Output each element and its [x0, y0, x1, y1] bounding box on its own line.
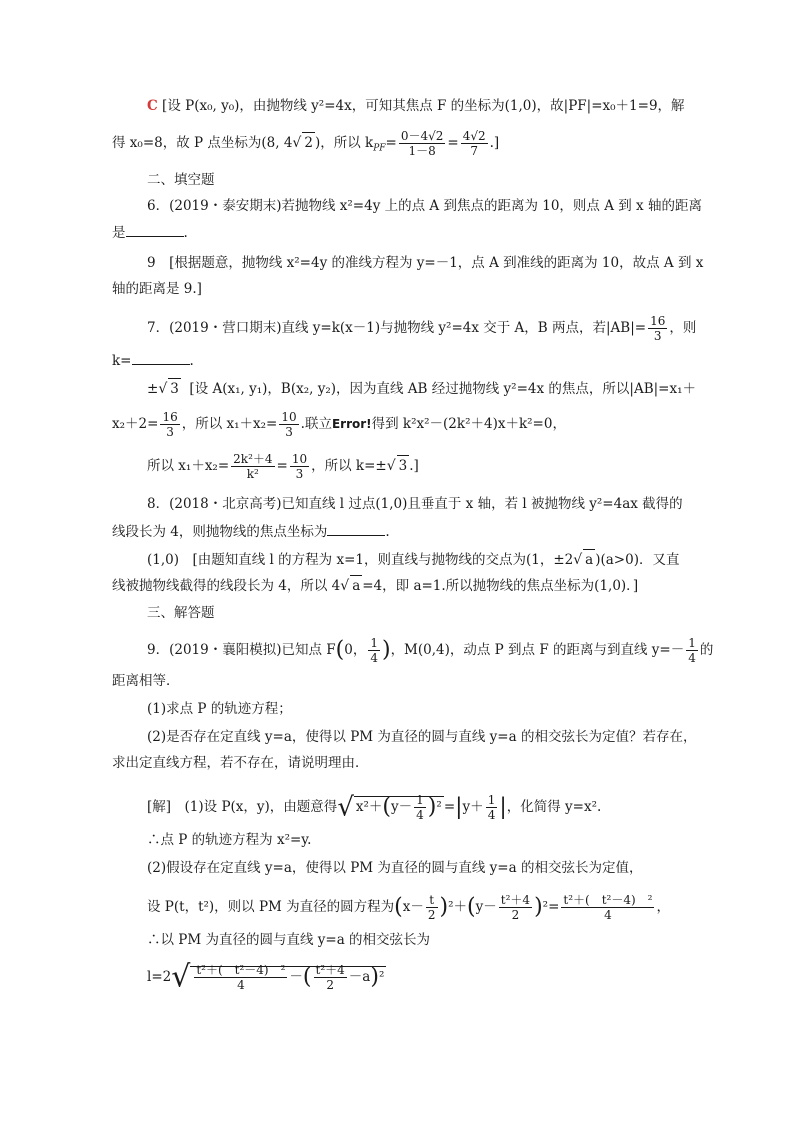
- fraction: $\frac{0-4√2}{1-8}$: [400, 129, 444, 158]
- answer-6-line-1: 9 [根据题意，抛物线 x²=4y 的准线方程为 y=－1，点 A 到准线的距离为 10，故点 A 到 x: [147, 255, 704, 271]
- fraction: $\frac{\text{t²＋( t²－4) ²}}{4}$: [196, 963, 286, 992]
- question-6-line-1: 6．(2019・泰安期末)若抛物线 x²=4y 上的点 A 到焦点的距离为 10，则点 A 到 x 轴的距离: [147, 198, 702, 214]
- solution-line-3: (2)假设存在定直线 y=a，使得以 PM 为直径的圆与直线 y=a 的相交弦长为定值，: [147, 860, 643, 876]
- section-heading-solve: 三、解答题: [147, 605, 215, 621]
- fraction: $\frac{10}{3}$: [291, 452, 308, 481]
- fraction: $\frac{t}{2}$: [427, 893, 436, 922]
- radicand: 2: [302, 132, 315, 153]
- solution-line-1: [解] (1)设 P(x，y)，由题意得√ x²＋(y－ $\frac{1}{4}$ )² =|y＋ $\frac{1}{4}$ |，化简得 y=x².: [147, 792, 602, 823]
- solution-line-4: 设 P(t，t²)，则以 PM 为直径的圆方程为(x－ $\frac{t}{2}$ )²＋(y－ $\frac{\text{t²＋4}}{2}$ )²= $\frac{\text{t²＋( t²－4) ²}}{4}$ ，: [147, 893, 670, 922]
- question-8-line-1: 8．(2018・北京高考)已知直线 l 过点(1,0)且垂直于 x 轴，若 l 被抛物线 y²=4ax 截得的: [147, 496, 683, 512]
- text: =: [385, 135, 397, 151]
- answer-blank: [132, 350, 190, 365]
- fraction: $\frac{1}{4}$: [370, 636, 378, 665]
- fraction: $\frac{1}{4}$: [416, 793, 424, 822]
- error-marker: Error!: [331, 417, 372, 431]
- fraction: $\frac{4√2}{7}$: [462, 129, 486, 158]
- fraction: $\frac{16}{3}$: [162, 410, 178, 439]
- section-heading-fill-in: 二、填空题: [147, 172, 215, 188]
- answer-blank: [126, 222, 184, 237]
- answer-5-line-2: 得 x₀=8，故 P 点坐标为(8, 4√ 2 )，所以 $k_{PF}=$ $\frac{0-4√2}{1-8}$ = $\frac{4√2}{7}$ .]: [112, 129, 500, 158]
- text: )，所以 k: [314, 135, 374, 151]
- question-9-part-1: (1)求点 P 的轨迹方程；: [147, 701, 292, 717]
- question-9-part-2-line-1: (2)是否存在定直线 y=a，使得以 PM 为直径的圆与直线 y=a 的相交弦长为定值？若存在，: [147, 729, 697, 745]
- question-8-line-2: 线段长为 4，则抛物线的焦点坐标为 .: [112, 521, 390, 542]
- question-7-line-1: 7．(2019・营口期末)直线 y=k(x－1)与抛物线 y²=4x 交于 A，B 两点，若|AB|= $\frac{16}{3}$ ，则: [147, 314, 697, 343]
- fraction: $\frac{\text{2k²＋4}}{\text{k²}}$: [233, 452, 273, 481]
- answer-5-line-1: [147, 96, 685, 116]
- answer-8-line-1: (1,0) [由题知直线 l 的方程为 x=1，则直线与抛物线的交点为(1，±2√ a )(a>0)．又直: [147, 549, 679, 570]
- fraction: $\frac{\text{t²＋4}}{2}$: [500, 893, 531, 922]
- question-6-line-2: 是 .: [112, 222, 188, 243]
- fraction: $\frac{\text{t²＋4}}{2}$: [315, 963, 345, 992]
- solution-line-2: ∴点 P 的轨迹方程为 x²=y.: [147, 832, 312, 848]
- fraction: $\frac{\text{t²＋( t²－4) ²}}{4}$: [563, 893, 653, 922]
- solution-line-6: l=2√ $\frac{\text{t²＋( t²－4) ²}}{4}$ －( $\frac{\text{t²＋4}}{2}$ －a)²: [147, 959, 385, 995]
- answer-7-line-3: 所以 x₁＋x₂= $\frac{\text{2k²＋4}}{\text{k²}}$ = $\frac{10}{3}$ ，所以 k=±√ 3 .]: [147, 452, 419, 481]
- answer-7-line-2: x₂＋2= $\frac{16}{3}$ ，所以 x₁＋x₂= $\frac{10}{3}$ .联立Error!得到 k²x²－(2k²＋4)x＋k²=0，: [112, 410, 566, 439]
- fraction: $\frac{1}{4}$: [688, 636, 696, 665]
- text: 得 x₀=8，故 P 点坐标为(8, 4: [112, 135, 293, 151]
- question-9-line-1: 9．(2019・襄阳模拟)已知点 F(0， $\frac{1}{4}$ )，M(0,4)，动点 P 到点 F 的距离与到直线 y=－ $\frac{1}{4}$ 的: [147, 636, 714, 665]
- question-9-line-2: 距离相等．: [112, 673, 180, 689]
- text: .]: [489, 135, 500, 151]
- fraction: $\frac{16}{3}$: [650, 314, 666, 343]
- answer-blank: [327, 521, 385, 536]
- subscript: PF: [373, 143, 386, 154]
- solution-line-5: ∴以 PM 为直径的圆与直线 y=a 的相交弦长为: [147, 932, 431, 948]
- answer-letter: C: [147, 98, 158, 114]
- answer-6-line-2: 轴的距离是 9.]: [112, 281, 202, 297]
- answer-8-line-2: 线被抛物线截得的线段长为 4，所以 4√ a =4，即 a=1.所以抛物线的焦点坐标为(1,0)．]: [112, 575, 638, 596]
- fraction: $\frac{1}{4}$: [487, 793, 496, 822]
- fraction: $\frac{10}{3}$: [281, 410, 297, 439]
- answer-7-line-1: ±√ 3 [设 A(x₁, y₁)，B(x₂, y₂)，因为直线 AB 经过抛物线 y²=4x 的焦点，所以|AB|=x₁＋: [147, 378, 696, 399]
- question-7-line-2: k= .: [112, 350, 194, 371]
- answer-text: [设 P(x₀, y₀)，由抛物线 y²=4x，可知其焦点 F 的坐标为(1,0)，故|PF|=x₀＋1=9，解: [162, 98, 685, 114]
- question-9-part-2-line-2: 求出定直线方程，若不存在，请说明理由．: [112, 755, 369, 771]
